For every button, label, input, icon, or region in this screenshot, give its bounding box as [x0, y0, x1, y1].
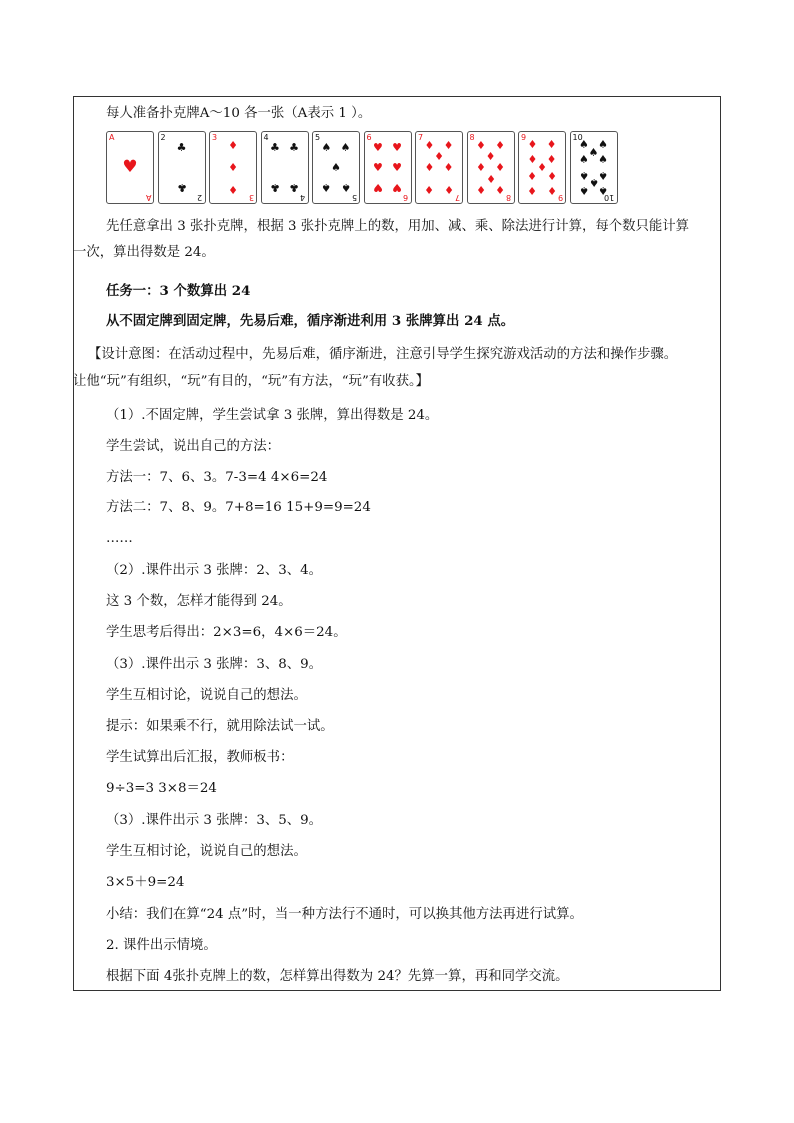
suit-pip-icon: ♦: [424, 139, 435, 153]
ellipsis: ……: [106, 531, 133, 546]
suit-pip-icon: ♠: [578, 169, 589, 183]
suit-pip-icon: ♠: [578, 152, 589, 166]
playing-card-8: [467, 131, 515, 204]
suit-pip-icon: ♦: [475, 161, 486, 174]
step3-equations: 9÷3=3 3×8＝24: [106, 781, 217, 796]
suit-pip-icon: ♦: [434, 150, 444, 164]
playing-card-4: [261, 131, 309, 204]
suit-pip-icon: ♥: [392, 161, 403, 174]
suit-pip-icon: ♠: [331, 161, 341, 174]
card-rank-bottom: 2: [197, 193, 203, 202]
suit-pip-icon: ♣: [269, 140, 280, 154]
suit-pip-icon: ♠: [598, 184, 609, 198]
card-rank-top: 2: [160, 133, 166, 142]
suit-pip-icon: ♠: [340, 140, 351, 154]
card-rank-bottom: 10: [604, 193, 615, 202]
card-rank-bottom: 8: [506, 193, 512, 202]
suit-pip-icon: ♥: [372, 161, 383, 174]
card-rank-bottom: 9: [557, 193, 563, 202]
suit-pip-icon: ♠: [598, 152, 609, 166]
suit-pip-icon: ♦: [228, 161, 238, 174]
step2-answer: 学生思考后得出：2×3=6，4×6＝24。: [106, 625, 347, 640]
para1-line1: 先任意拿出 3 张扑克牌，根据 3 张扑克牌上的数，用加、减、乘、除法进行计算，每个数只能计算: [106, 219, 690, 234]
card-rank-top: 6: [366, 133, 372, 142]
suit-pip-icon: ♠: [588, 145, 599, 159]
card-rank-bottom: 7: [454, 193, 460, 202]
playing-card-6: [364, 131, 412, 204]
step3-discuss: 学生互相讨论，说说自己的想法。: [106, 688, 307, 703]
suit-pip-icon: ♥: [372, 181, 383, 195]
suit-pip-icon: ♥: [392, 140, 403, 154]
suit-pip-icon: ♠: [578, 184, 589, 198]
playing-card-9: [518, 131, 566, 204]
suit-pip-icon: ♦: [495, 182, 506, 196]
suit-pip-icon: ♥: [122, 157, 138, 177]
suit-pip-icon: ♠: [598, 137, 609, 151]
card-rank-top: 9: [521, 133, 527, 142]
card-rank-top: A: [109, 133, 115, 142]
suit-pip-icon: ♦: [475, 139, 486, 153]
step3-report: 学生试算出后汇报，教师板书：: [106, 750, 294, 765]
design-intent-line1: 【设计意图：在活动过程中，先易后难，循序渐进，注意引导学生探究游戏活动的方法和操作步骤。: [88, 347, 678, 362]
card-rank-bottom: A: [145, 193, 151, 202]
suit-pip-icon: ♣: [176, 140, 187, 154]
item2-question: 根据下面 4张扑克牌上的数，怎样算出得数为 24？先算一算，再和同学交流。: [106, 969, 569, 984]
suit-pip-icon: ♣: [289, 181, 300, 195]
card-rank-bottom: 5: [351, 193, 357, 202]
suit-pip-icon: ♦: [527, 169, 538, 183]
step4-title: （3）.课件出示 3 张牌：3、5、9。: [106, 813, 323, 828]
card-rank-top: 3: [212, 133, 218, 142]
suit-pip-icon: ♠: [321, 181, 332, 195]
suit-pip-icon: ♦: [537, 161, 547, 174]
step1-title: （1）.不固定牌，学生尝试拿 3 张牌，算出得数是 24。: [106, 408, 439, 423]
suit-pip-icon: ♠: [588, 176, 599, 190]
suit-pip-icon: ♦: [495, 161, 506, 174]
intro-text: 每人准备扑克牌A～10 各一张（A表示 1 ）。: [106, 106, 372, 121]
card-rank-top: 10: [572, 133, 583, 142]
suit-pip-icon: ♦: [527, 137, 538, 151]
suit-pip-icon: ♥: [372, 140, 383, 154]
step1-method1: 方法一：7、6、3。7-3=4 4×6=24: [106, 470, 328, 485]
para1-line2: 一次，算出得数是 24。: [73, 245, 215, 260]
suit-pip-icon: ♦: [527, 152, 538, 166]
playing-card-7: [415, 131, 463, 204]
playing-card-2: [158, 131, 206, 204]
suit-pip-icon: ♣: [176, 181, 187, 195]
playing-card-3: [209, 131, 257, 204]
suit-pip-icon: ♦: [485, 171, 496, 185]
card-rank-bottom: 4: [300, 193, 306, 202]
card-rank-top: 4: [263, 133, 269, 142]
suit-pip-icon: ♦: [228, 139, 238, 153]
card-rank-top: 8: [469, 133, 475, 142]
suit-pip-icon: ♦: [443, 139, 454, 153]
playing-card-5: [312, 131, 360, 204]
step2-title: （2）.课件出示 3 张牌：2、3、4。: [106, 563, 323, 578]
step4-equation: 3×5＋9=24: [106, 875, 185, 890]
item2-title: 2. 课件出示情境。: [106, 938, 217, 953]
suit-pip-icon: ♣: [269, 181, 280, 195]
summary-text: 小结：我们在算“24 点”时，当一种方法行不通时，可以换其他方法再进行试算。: [106, 907, 583, 922]
card-rank-bottom: 6: [403, 193, 409, 202]
step3-hint: 提示：如果乘不行，就用除法试一试。: [106, 719, 334, 734]
suit-pip-icon: ♦: [485, 150, 496, 164]
card-rank-top: 7: [418, 133, 424, 142]
playing-card-10: [570, 131, 618, 204]
task1-description: 从不固定牌到固定牌，先易后难，循序渐进利用 3 张牌算出 24 点。: [106, 313, 515, 329]
card-rank-top: 5: [315, 133, 321, 142]
suit-pip-icon: ♦: [527, 184, 538, 198]
suit-pip-icon: ♦: [546, 152, 557, 166]
suit-pip-icon: ♦: [424, 161, 435, 174]
design-intent-line2: 让他“玩”有组织，“玩”有目的，“玩”有方法，“玩”有收获。】: [73, 374, 430, 389]
suit-pip-icon: ♦: [424, 182, 435, 196]
suit-pip-icon: ♦: [443, 182, 454, 196]
suit-pip-icon: ♦: [475, 182, 486, 196]
suit-pip-icon: ♦: [546, 169, 557, 183]
step1-try: 学生尝试，说出自己的方法：: [106, 439, 281, 454]
playing-cards-row: [106, 131, 626, 205]
step4-discuss: 学生互相讨论，说说自己的想法。: [106, 844, 307, 859]
suit-pip-icon: ♦: [546, 137, 557, 151]
suit-pip-icon: ♣: [289, 140, 300, 154]
suit-pip-icon: ♦: [546, 184, 557, 198]
step1-method2: 方法二：7、8、9。7+8=16 15+9=9=24: [106, 500, 371, 515]
suit-pip-icon: ♠: [578, 137, 589, 151]
suit-pip-icon: ♥: [392, 181, 403, 195]
card-rank-bottom: 3: [248, 193, 254, 202]
suit-pip-icon: ♠: [321, 140, 332, 154]
playing-card-a: [106, 131, 154, 204]
suit-pip-icon: ♠: [340, 181, 351, 195]
suit-pip-icon: ♦: [443, 161, 454, 174]
suit-pip-icon: ♦: [495, 139, 506, 153]
step3-title: （3）.课件出示 3 张牌：3、8、9。: [106, 657, 323, 672]
step2-question: 这 3 个数，怎样才能得到 24。: [106, 594, 292, 609]
suit-pip-icon: ♦: [228, 182, 238, 196]
task1-heading: 任务一：3 个数算出 24: [106, 283, 251, 299]
suit-pip-icon: ♠: [598, 169, 609, 183]
